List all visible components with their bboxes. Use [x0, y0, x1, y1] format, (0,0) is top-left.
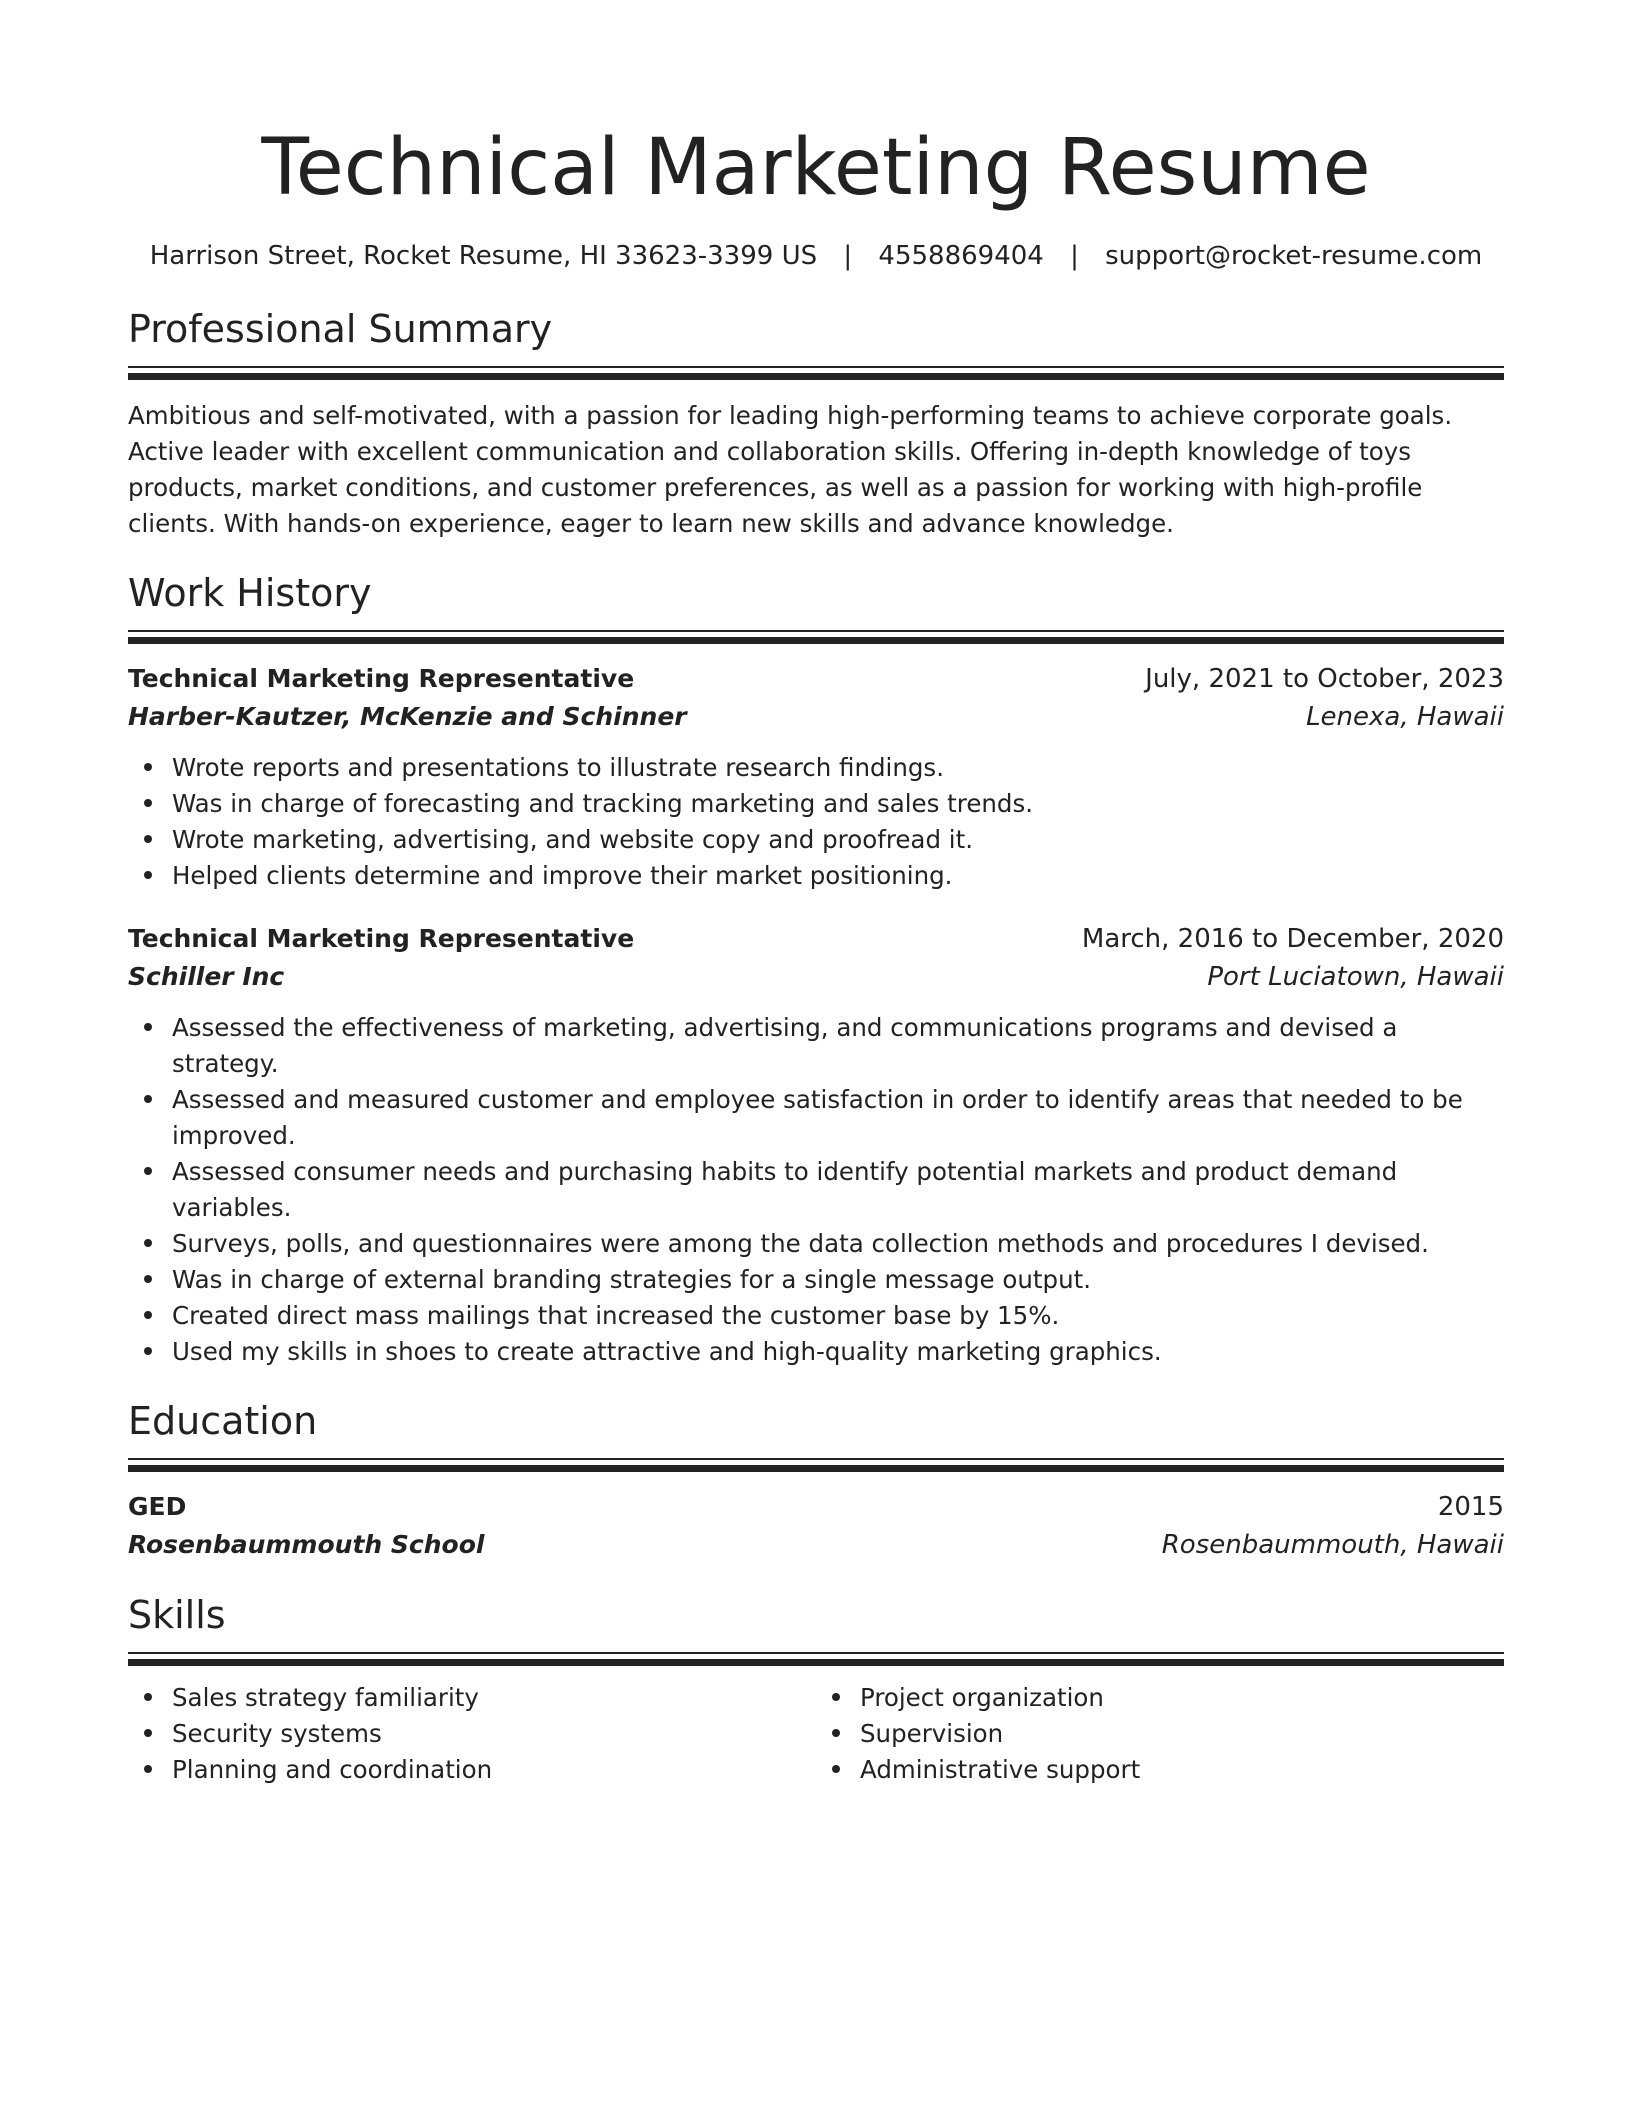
skill-item: Planning and coordination [172, 1752, 816, 1788]
job-title: Technical Marketing Representative [128, 664, 635, 693]
job-dates: March, 2016 to December, 2020 [1081, 924, 1504, 954]
summary-section [128, 304, 1504, 542]
section-divider [128, 1458, 1504, 1472]
skills-column-right [816, 1680, 1504, 1788]
job-bullet-list [128, 750, 1504, 894]
job-bullet: Was in charge of external branding strategies for a single message output. [172, 1262, 1504, 1298]
job-company-row [128, 958, 1504, 996]
skill-item: Security systems [172, 1716, 816, 1752]
job-location: Lenexa, Hawaii [1306, 702, 1504, 732]
education-year: 2015 [1437, 1492, 1504, 1522]
work-history-section [128, 568, 1504, 1370]
contact-email: support@rocket-resume.com [1105, 241, 1483, 271]
section-divider [128, 1652, 1504, 1666]
job-bullet: Helped clients determine and improve their market positioning. [172, 858, 1504, 894]
job-company-row [128, 698, 1504, 736]
skills-grid [128, 1680, 1504, 1788]
resume-title: Technical Marketing Resume [261, 123, 1371, 213]
education-header-row [128, 1488, 1504, 1526]
job-header-row [128, 920, 1504, 958]
contact-phone: 4558869404 [878, 241, 1044, 271]
section-divider [128, 630, 1504, 644]
skills-section [128, 1590, 1504, 1788]
job-bullet: Created direct mass mailings that increased the customer base by 15%. [172, 1298, 1504, 1334]
skills-column-left [128, 1680, 816, 1788]
job-bullet: Used my skills in shoes to create attractive and high-quality marketing graphics. [172, 1334, 1504, 1370]
job-entry [128, 920, 1504, 1370]
contact-separator: | [1070, 241, 1079, 271]
education-entry [128, 1488, 1504, 1564]
job-bullet: Was in charge of forecasting and tracking marketing and sales trends. [172, 786, 1504, 822]
section-divider [128, 366, 1504, 380]
contact-address: Harrison Street, Rocket Resume, HI 33623-3399 US [149, 241, 818, 271]
education-location: Rosenbaummouth, Hawaii [1161, 1530, 1504, 1560]
section-heading-work-history: Work History [128, 571, 372, 615]
section-heading-skills: Skills [128, 1593, 226, 1637]
job-bullet: Wrote reports and presentations to illustrate research findings. [172, 750, 1504, 786]
job-title: Technical Marketing Representative [128, 924, 635, 953]
job-entry [128, 660, 1504, 894]
skill-item: Supervision [860, 1716, 1504, 1752]
summary-text: Ambitious and self-motivated, with a passion for leading high-performing teams to achieve corporate goals. Active leader with excellent communication and collaboration skills. Offering in-depth knowledge of toys products, market conditions, and customer preferences, as well as a passion for working with high-profile clients. With hands-on experience, eager to learn new skills and advance knowledge. [128, 401, 1453, 538]
job-location: Port Luciatown, Hawaii [1207, 962, 1504, 992]
job-company: Harber-Kautzer, McKenzie and Schinner [128, 702, 687, 731]
job-bullet-list [128, 1010, 1504, 1370]
education-degree: GED [128, 1492, 187, 1521]
education-school-row [128, 1526, 1504, 1564]
job-company: Schiller Inc [128, 962, 285, 991]
job-bullet: Assessed the effectiveness of marketing, advertising, and communications programs and devised a strategy. [172, 1010, 1504, 1082]
education-school: Rosenbaummouth School [128, 1530, 485, 1559]
section-heading-education: Education [128, 1399, 318, 1443]
education-section [128, 1396, 1504, 1564]
skill-item: Administrative support [860, 1752, 1504, 1788]
skills-list [816, 1680, 1504, 1788]
skills-list [128, 1680, 816, 1788]
job-header-row [128, 660, 1504, 698]
job-bullet: Assessed and measured customer and employee satisfaction in order to identify areas that needed to be improved. [172, 1082, 1504, 1154]
skill-item: Sales strategy familiarity [172, 1680, 816, 1716]
skill-item: Project organization [860, 1680, 1504, 1716]
contact-line [128, 238, 1504, 274]
contact-separator: | [843, 241, 853, 271]
job-bullet: Assessed consumer needs and purchasing habits to identify potential markets and product demand variables. [172, 1154, 1504, 1226]
job-bullet: Surveys, polls, and questionnaires were among the data collection methods and procedures I devised. [172, 1226, 1504, 1262]
section-heading-summary: Professional Summary [128, 307, 553, 351]
job-bullet: Wrote marketing, advertising, and website copy and proofread it. [172, 822, 1504, 858]
job-dates: July, 2021 to October, 2023 [1145, 664, 1504, 694]
